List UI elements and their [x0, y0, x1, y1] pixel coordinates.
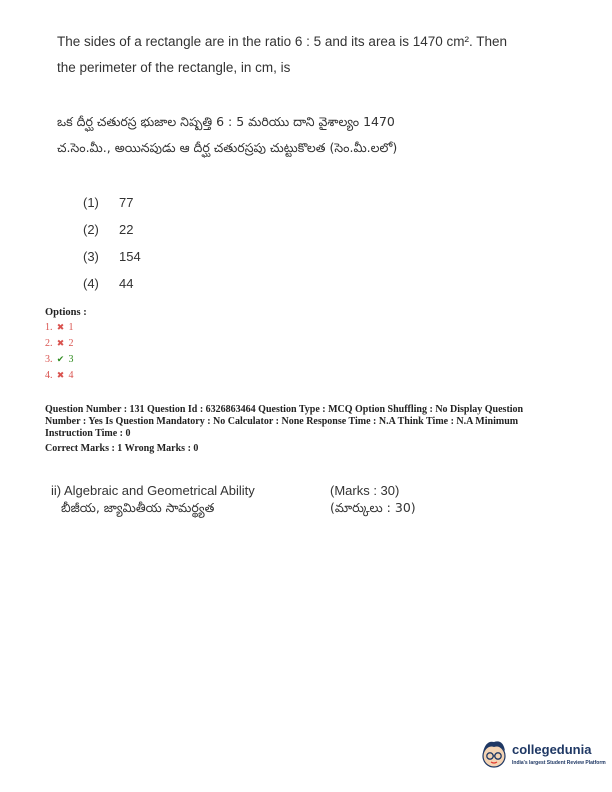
- choice-number: (1): [83, 195, 99, 210]
- section-title-english: ii) Algebraic and Geometrical Ability: [51, 483, 255, 498]
- brand-name: collegedunia: [512, 742, 592, 757]
- option-index: 4.: [45, 370, 53, 381]
- question-text-telugu-line2: చ.సెం.మీ., అయినపుడు ఆ దీర్ఘ చతురస్రపు చుట్టుకొలత (సెం.మీ.లలో): [57, 140, 398, 155]
- brand-logo-icon: [476, 736, 512, 772]
- option-result-3: [45, 354, 74, 365]
- option-value: 1: [68, 322, 74, 333]
- marks-meta: Correct Marks : 1 Wrong Marks : 0: [45, 443, 199, 454]
- option-index: 2.: [45, 338, 53, 349]
- check-icon: ✔: [56, 354, 65, 364]
- question-meta-line2: Number : Yes Is Question Mandatory : No Calculator : None Response Time : N.A Think Time : N.A Minimum: [45, 416, 519, 427]
- option-index: 3.: [45, 354, 53, 365]
- brand-tagline: India's largest Student Review Platform: [512, 760, 606, 766]
- question-text-telugu-line1: ఒక దీర్ఘ చతురస్ర భుజాల నిష్పత్తి 6 : 5 మరియు దాని వైశాల్యం 1470: [57, 114, 395, 129]
- question-meta-line3: Instruction Time : 0: [45, 428, 131, 439]
- choice-1: [83, 195, 133, 210]
- choice-2: [83, 222, 133, 237]
- section-marks-telugu: (మార్కులు : 30): [330, 500, 416, 515]
- cross-icon: ✖: [56, 370, 65, 380]
- section-title-telugu: బీజీయ, జ్యామితీయ సామర్థ్యత: [61, 500, 215, 515]
- choice-4: [83, 276, 133, 291]
- options-title: Options :: [45, 307, 87, 318]
- choice-value: 44: [119, 276, 134, 291]
- choice-value: 154: [119, 249, 141, 264]
- question-text-english-line2: the perimeter of the rectangle, in cm, is: [57, 60, 291, 75]
- choice-number: (2): [83, 222, 99, 237]
- question-meta-line1: Question Number : 131 Question Id : 6326863464 Question Type : MCQ Option Shuffling : No Display Question: [45, 404, 524, 415]
- choice-3: [83, 249, 141, 264]
- option-result-2: [45, 338, 74, 349]
- option-result-1: [45, 322, 74, 333]
- choice-number: (4): [83, 276, 99, 291]
- section-marks-english: (Marks : 30): [330, 483, 400, 498]
- option-value: 2: [68, 338, 74, 349]
- option-result-4: [45, 370, 74, 381]
- choice-value: 77: [119, 195, 134, 210]
- cross-icon: ✖: [56, 338, 65, 348]
- choice-value: 22: [119, 222, 134, 237]
- option-value: 3: [68, 354, 74, 365]
- option-value: 4: [68, 370, 74, 381]
- cross-icon: ✖: [56, 322, 65, 332]
- option-index: 1.: [45, 322, 53, 333]
- question-text-english-line1: The sides of a rectangle are in the ratio 6 : 5 and its area is 1470 cm². Then: [57, 34, 508, 49]
- choice-number: (3): [83, 249, 99, 264]
